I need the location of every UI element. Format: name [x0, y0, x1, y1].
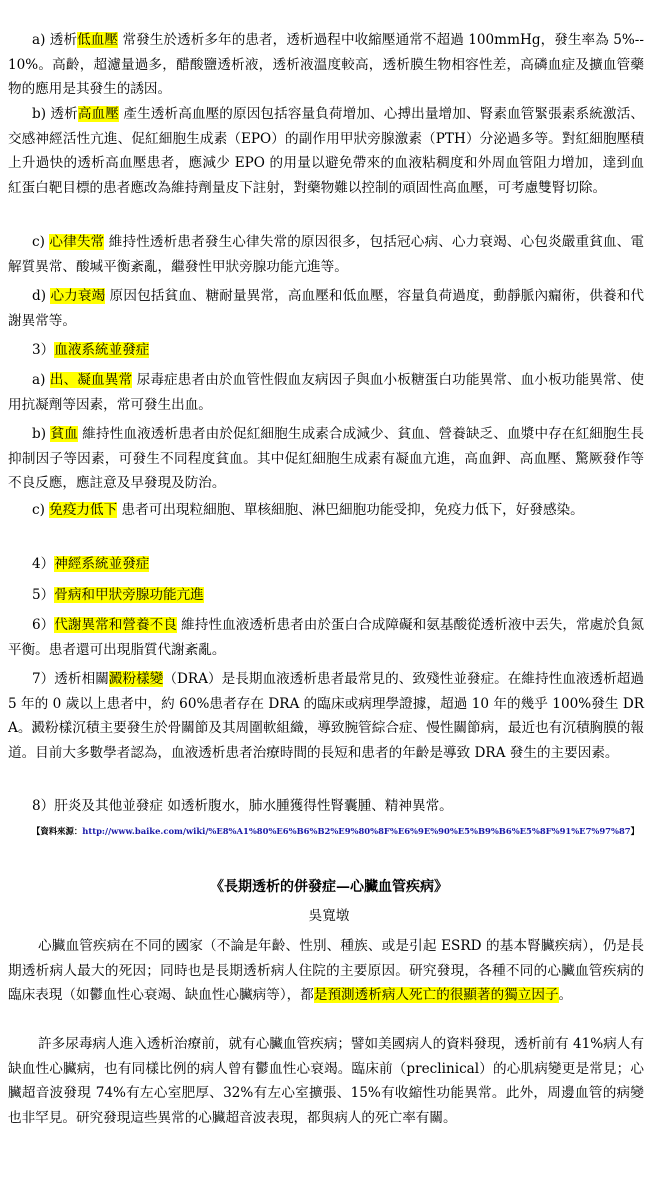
paragraph-text: 許多尿毒病人進入透析治療前，就有心臟血管疾病；譬如美國病人的資料發現，透析前有 41%病人有缺血性心臟病，也有同樣比例的病人曾有鬱血性心衰竭。臨床前（preclinical）的心肌病變更是常見；心臟超音波發現 74%有左心室肥厚、32%有左心室擴張、15%有收縮性功能異常。此外，周邊血管的病變也非罕見。研究發現這些異常的心臟超音波表現，都與病人的死亡率有關。 — [8, 1036, 644, 1126]
highlight-bleeding: 出、凝血異常 — [49, 372, 133, 388]
highlight-immunity: 免疫力低下 — [49, 502, 118, 518]
item-prefix: a) — [32, 372, 50, 388]
paragraph-bleeding — [8, 368, 644, 417]
paragraph-hepatitis — [8, 794, 644, 819]
highlight-metabolic: 代謝異常和營養不良 — [54, 617, 177, 633]
highlight-amyloidosis: 澱粉樣變 — [108, 671, 164, 687]
highlight-hypotension: 低血壓 — [77, 32, 119, 48]
paragraph-end: 。 — [558, 987, 573, 1003]
paragraph-text: 維持性血液透析患者由於蛋白合成障礙和氨基酸從透析液中丟失，常處於負氮平衡。患者還可出現脂質代謝紊亂。 — [8, 617, 645, 658]
item-prefix: d) — [32, 288, 51, 304]
highlight-anemia: 貧血 — [50, 426, 78, 442]
item-prefix: c) — [32, 234, 50, 250]
heading-number: 4） — [32, 556, 55, 572]
paragraph-hypotension — [8, 28, 644, 102]
highlight-heart-failure: 心力衰竭 — [50, 288, 106, 304]
highlight-independent-factor: 是預測透析病人死亡的很顯著的獨立因子 — [313, 987, 559, 1003]
heading-number: 3） — [32, 342, 55, 358]
source-link[interactable]: http://www.baike.com/wiki/%E8%A1%80%E6%B6%B2%E9%80%8F%E6%9E%90%E5%B9%B6%E5%8F%91%E7%97%87 — [82, 826, 631, 836]
paragraph-hypertension — [8, 102, 644, 200]
paragraph-metabolic — [8, 613, 644, 662]
paragraph-amyloidosis — [8, 667, 644, 765]
paragraph-text: 常發生於透析多年的患者，透析過程中收縮壓通常不超過 100mmHg，發生率為 5%--10%。高齡，超濾量過多，醋酸鹽透析液，透析液溫度較高，透析膜生物相容性差，高磷血症及擴血管藥物的應用是其發生的誘因。 — [8, 32, 644, 97]
paragraph-text: 原因包括貧血、糖耐量異常，高血壓和低血壓，容量負荷過度，動靜脈內瘺術，供養和代謝異常等。 — [8, 288, 644, 329]
source-open: 【資料來源： — [32, 826, 83, 836]
paragraph-text: （DRA）是長期血液透析患者最常見的、致殘性並發症。在維持性血液透析超過 5 年的 0 歲以上患者中，約 60%患者存在 DRA 的臨床或病理學證據，超過 10 年的幾乎 100%發生 DRA。澱粉樣沉積主要發生於骨關節及其周圍軟組織，導致腕管綜合症、慢性關節病，最近也有沉積胸膜的報道。目前大多數學者認為，血液透析患者治療時間的長短和患者的年齡是導致 DRA 發生的主要因素。 — [8, 671, 645, 761]
item-prefix: b) 透析 — [32, 106, 78, 122]
article-paragraph-2 — [8, 1032, 644, 1130]
paragraph-text: 維持性透析患者發生心律失常的原因很多，包括冠心病、心力衰竭、心包炎嚴重貧血、電解質異常、酸堿平衡紊亂，繼發性甲狀旁腺功能亢進等。 — [8, 234, 644, 275]
highlight-arrhythmia: 心律失常 — [49, 234, 105, 250]
section-heading-nervous — [8, 552, 644, 577]
article-paragraph-1 — [8, 934, 644, 1008]
paragraph-text: 維持性血液透析患者由於促紅細胞生成素合成減少、貧血、營養缺乏、血漿中存在紅細胞生長抑制因子等因素，可發生不同程度貧血。其中促紅細胞生成素有凝血亢進，高血鉀、高血壓、驚厥發作等不良反應，應註意及早發現及防治。 — [8, 426, 644, 491]
paragraph-arrhythmia — [8, 230, 644, 279]
article-title: 《長期透析的併發症—心臟血管疾病》 — [210, 879, 448, 895]
highlight-blood-complications: 血液系統並發症 — [54, 342, 150, 358]
article-author: 吳寬墩 — [308, 908, 350, 924]
paragraph-text: 產生透析高血壓的原因包括容量負荷增加、心搏出量增加、腎素血管緊張素系統激活、交感神經活性亢進、促紅細胞生成素（EPO）的副作用甲狀旁腺激素（PTH）分泌過多等。對紅細胞壓積上升過快的透析高血壓患者，應減少 EPO 的用量以避免帶來的血液粘稠度和外周血管阻力增加，達到血紅蛋白靶目標的患者應改為維持劑量皮下註射，對藥物難以控制的頑固性高血壓，可考慮雙腎切除。 — [8, 106, 644, 196]
highlight-bone-parathyroid: 骨病和甲狀旁腺功能亢進 — [54, 587, 204, 603]
heading-number: 6） — [32, 617, 55, 633]
heading-number: 5） — [32, 587, 55, 603]
paragraph-immunity — [8, 498, 644, 523]
item-prefix: a) 透析 — [32, 32, 78, 48]
paragraph-text: 尿毒症患者由於血管性假血友病因子與血小板糖蛋白功能異常、血小板功能異常、使用抗凝劑等因素，常可發生出血。 — [8, 372, 645, 413]
section-heading-bone — [8, 583, 644, 608]
item-prefix: c) — [32, 502, 50, 518]
section-heading-blood — [8, 338, 644, 363]
heading-number: 7）透析相關 — [32, 671, 109, 687]
paragraph-text: 心臟血管疾病在不同的國家（不論是年齡、性別、種族、或是引起 ESRD 的基本腎臟疾病），仍是長期透析病人最大的死因；同時也是長期透析病人住院的主要原因。研究發現，各種不同的心臟血管疾病的臨床表現（如鬱血性心衰竭、缺血性心臟病等），都 — [8, 938, 644, 1003]
source-citation — [32, 823, 652, 839]
item-prefix: b) — [32, 426, 51, 442]
highlight-nervous-complications: 神經系統並發症 — [54, 556, 150, 572]
paragraph-text: 患者可出現粒細胞、單核細胞、淋巴細胞功能受抑，免疫力低下，好發感染。 — [117, 502, 584, 518]
paragraph-heart-failure — [8, 284, 644, 333]
highlight-hypertension: 高血壓 — [77, 106, 119, 122]
paragraph-text: 8）肝炎及其他並發症 如透析腹水，肺水腫獲得性腎囊腫、精神異常。 — [32, 798, 453, 814]
source-close: 】 — [630, 826, 639, 836]
paragraph-anemia — [8, 422, 644, 496]
